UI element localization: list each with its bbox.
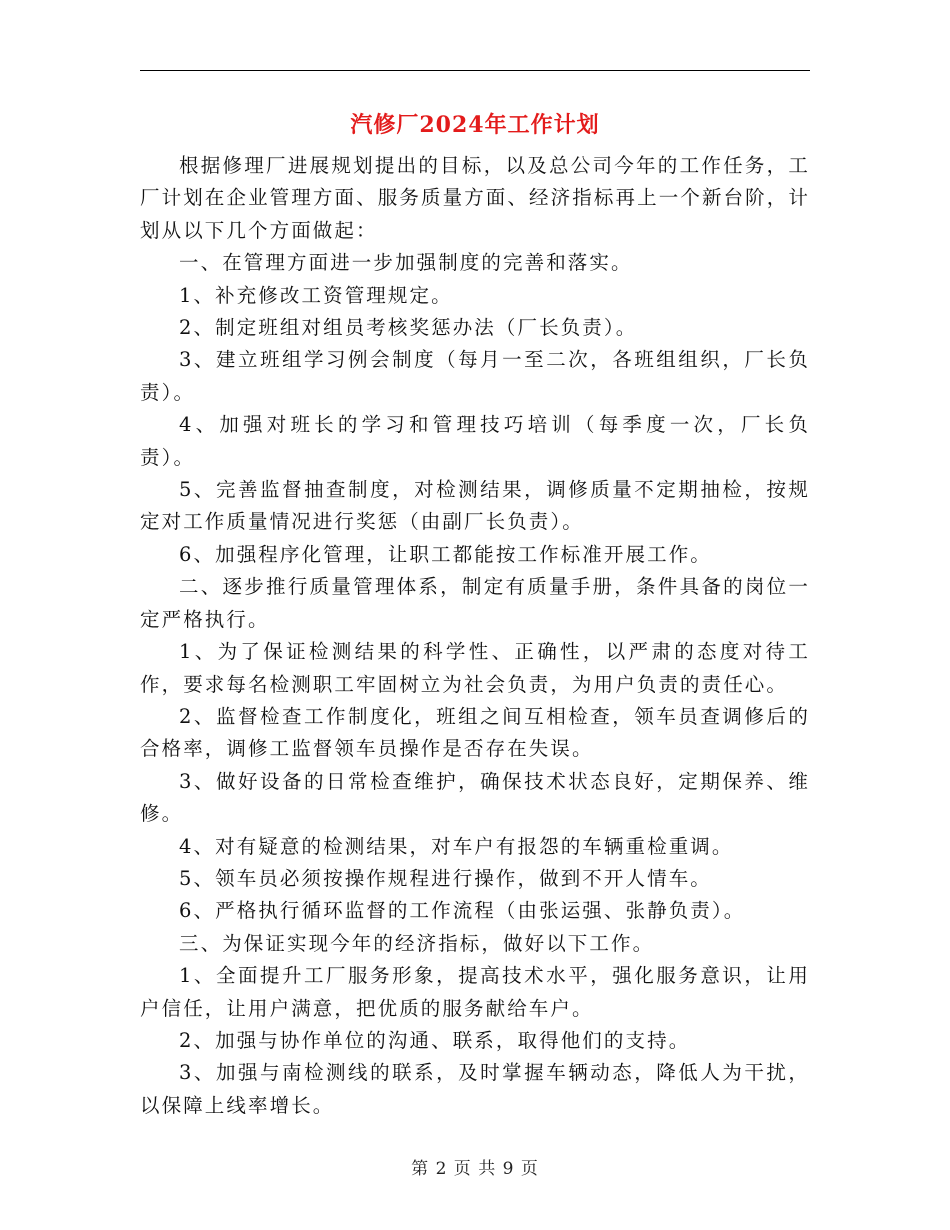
intro-paragraph: 根据修理厂进展规划提出的目标，以及总公司今年的工作任务，工厂计划在企业管理方面、服务质量方面、经济指标再上一个新台阶，计划从以下几个方面做起： [140,154,810,242]
list-item: 3、加强与南检测线的联系，及时掌握车辆动态，降低人为干扰，以保障上线率增长。 [140,1061,810,1117]
section-heading-3: 三、为保证实现今年的经济指标，做好以下工作。 [179,931,655,955]
list-item: 3、做好设备的日常检查维护，确保技术状态良好，定期保养、维修。 [140,769,810,826]
list-item: 4、加强对班长的学习和管理技巧培训（每季度一次，厂长负责）。 [140,413,810,469]
section-heading-2: 二、逐步推行质量管理体系，制定有质量手册，条件具备的岗位一定严格执行。 [140,575,810,631]
list-item: 5、完善监督抽查制度，对检测结果，调修质量不定期抽检，按规定对工作质量情况进行奖惩（由副厂长负责）。 [140,478,810,534]
document-title: 汽修厂2024年工作计划 [350,112,600,138]
list-item: 2、制定班组对组员考核奖惩办法（厂长负责）。 [179,316,638,340]
header-rule [140,70,810,71]
list-item: 2、加强与协作单位的沟通、联系，取得他们的支持。 [179,1028,691,1052]
list-item: 1、为了保证检测结果的科学性、正确性，以严肃的态度对待工作，要求每名检测职工牢固树立为社会负责，为用户负责的责任心。 [140,640,810,696]
section-heading-1: 一、在管理方面进一步加强制度的完善和落实。 [179,251,633,275]
list-item: 1、全面提升工厂服务形象，提高技术水平，强化服务意识，让用户信任，让用户满意，把优质的服务献给车户。 [140,964,810,1020]
list-item: 6、严格执行循环监督的工作流程（由张运强、张静负责）。 [179,899,746,923]
list-item: 6、加强程序化管理，让职工都能按工作标准开展工作。 [179,542,712,566]
list-item: 3、建立班组学习例会制度（每月一至二次，各班组组织，厂长负责）。 [140,348,810,404]
list-item: 4、对有疑意的检测结果，对车户有报怨的车辆重检重调。 [179,834,734,858]
list-item: 2、监督检查工作制度化，班组之间互相检查，领车员查调修后的合格率，调修工监督领车员操作是否存在失误。 [140,704,810,761]
list-item: 5、领车员必须按操作规程进行操作，做到不开人情车。 [179,866,712,890]
document-body [140,150,810,1122]
page-number-footer: 第 2 页 共 9 页 [411,1159,539,1179]
list-item: 1、补充修改工资管理规定。 [179,283,453,307]
